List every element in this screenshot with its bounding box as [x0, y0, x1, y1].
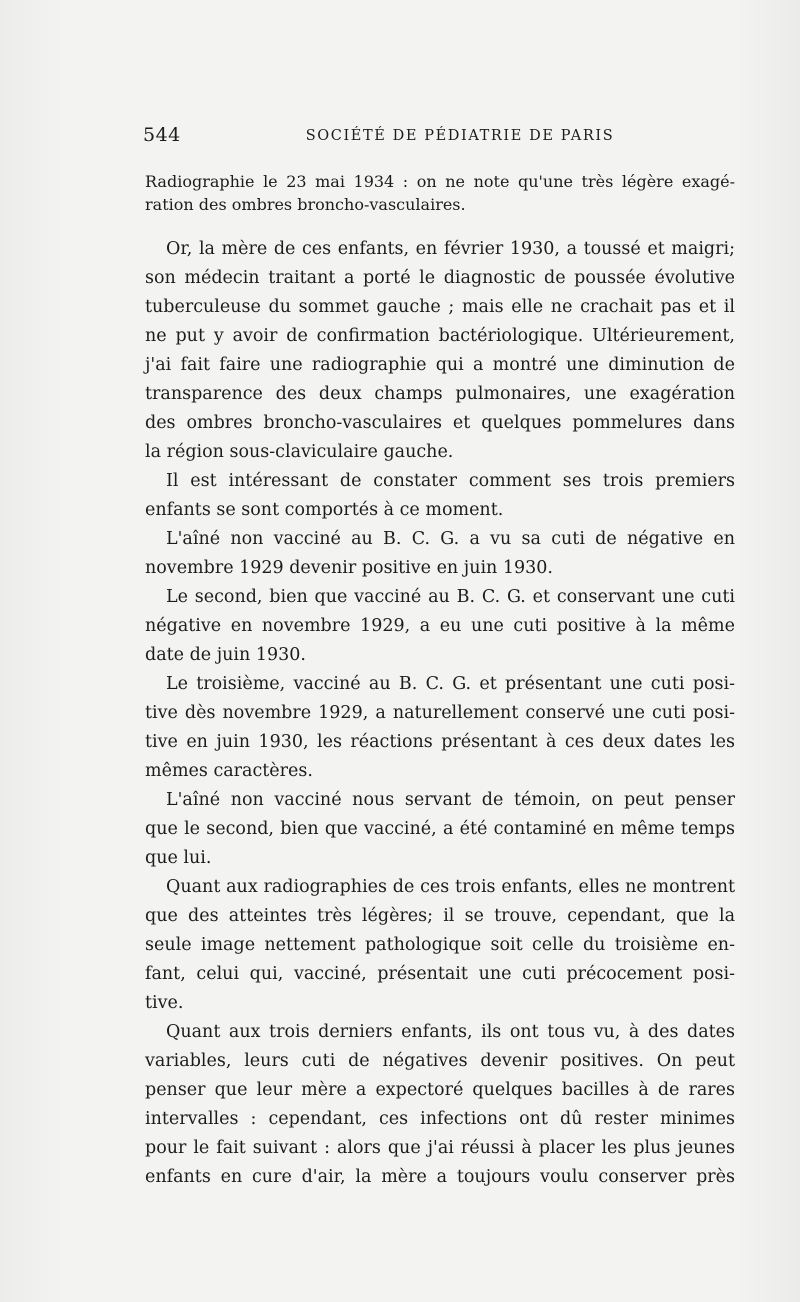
- text-line: enfants en cure d'air, la mère a toujours voulu conserver près: [145, 1167, 735, 1187]
- text-line: fant, celui qui, vacciné, présentait une cuti précocement posi-: [145, 964, 735, 984]
- text-line: tive.: [145, 993, 184, 1013]
- text-line: la région sous-claviculaire gauche.: [145, 442, 454, 462]
- text-line: pour le fait suivant : alors que j'ai réussi à placer les plus jeunes: [145, 1138, 735, 1158]
- text-line: son médecin traitant a porté le diagnostic de poussée évolutive: [145, 268, 735, 288]
- text-line: Le troisième, vacciné au B. C. G. et présentant une cuti posi-: [166, 674, 735, 694]
- running-head: SOCIÉTÉ DE PÉDIATRIE DE PARIS: [305, 128, 615, 144]
- text-line: penser que leur mère a expectoré quelques bacilles à de rares: [145, 1080, 735, 1100]
- text-line: variables, leurs cuti de négatives devenir positives. On peut: [145, 1051, 735, 1071]
- page-header: [143, 124, 737, 148]
- text-line: transparence des deux champs pulmonaires, une exagération: [145, 384, 735, 404]
- text-line: Quant aux trois derniers enfants, ils ont tous vu, à des dates: [166, 1022, 735, 1042]
- text-line: seule image nettement pathologique soit celle du troisième en-: [145, 935, 735, 955]
- text-line: que des atteintes très légères; il se trouve, cependant, que la: [145, 906, 735, 926]
- text-line: enfants se sont comportés à ce moment.: [145, 500, 504, 520]
- text-line: que lui.: [145, 848, 212, 868]
- text-line: des ombres broncho-vasculaires et quelques pommelures dans: [145, 413, 735, 433]
- text-line: L'aîné non vacciné nous servant de témoin, on peut penser: [166, 790, 735, 810]
- text-line: date de juin 1930.: [145, 645, 306, 665]
- text-line: ne put y avoir de confirmation bactériologique. Ultérieurement,: [145, 326, 735, 346]
- text-line: tive dès novembre 1929, a naturellement conservé une cuti posi-: [145, 703, 735, 723]
- text-line: Le second, bien que vacciné au B. C. G. et conservant une cuti: [166, 587, 735, 607]
- text-line: intervalles : cependant, ces infections ont dû rester minimes: [145, 1109, 735, 1129]
- text-line: ration des ombres broncho-vasculaires.: [145, 195, 466, 214]
- text-line: tuberculeuse du sommet gauche ; mais elle ne crachait pas et il: [145, 297, 735, 317]
- text-line: que le second, bien que vacciné, a été contaminé en même temps: [145, 819, 735, 839]
- text-line: Quant aux radiographies de ces trois enfants, elles ne montrent: [166, 877, 735, 897]
- text-line: tive en juin 1930, les réactions présentant à ces deux dates les: [145, 732, 735, 752]
- text-line: mêmes caractères.: [145, 761, 313, 781]
- text-line: L'aîné non vacciné au B. C. G. a vu sa cuti de négative en: [166, 529, 735, 549]
- page-number: 544: [143, 124, 181, 146]
- text-line: novembre 1929 devenir positive en juin 1930.: [145, 558, 553, 578]
- text-line: Il est intéressant de constater comment ses trois premiers: [166, 471, 735, 491]
- text-line: Radiographie le 23 mai 1934 : on ne note qu'une très légère exagé-: [145, 172, 735, 191]
- text-line: j'ai fait faire une radiographie qui a montré une diminution de: [145, 355, 735, 375]
- text-line: négative en novembre 1929, a eu une cuti positive à la même: [145, 616, 735, 636]
- text-line: Or, la mère de ces enfants, en février 1930, a toussé et maigri;: [166, 239, 735, 259]
